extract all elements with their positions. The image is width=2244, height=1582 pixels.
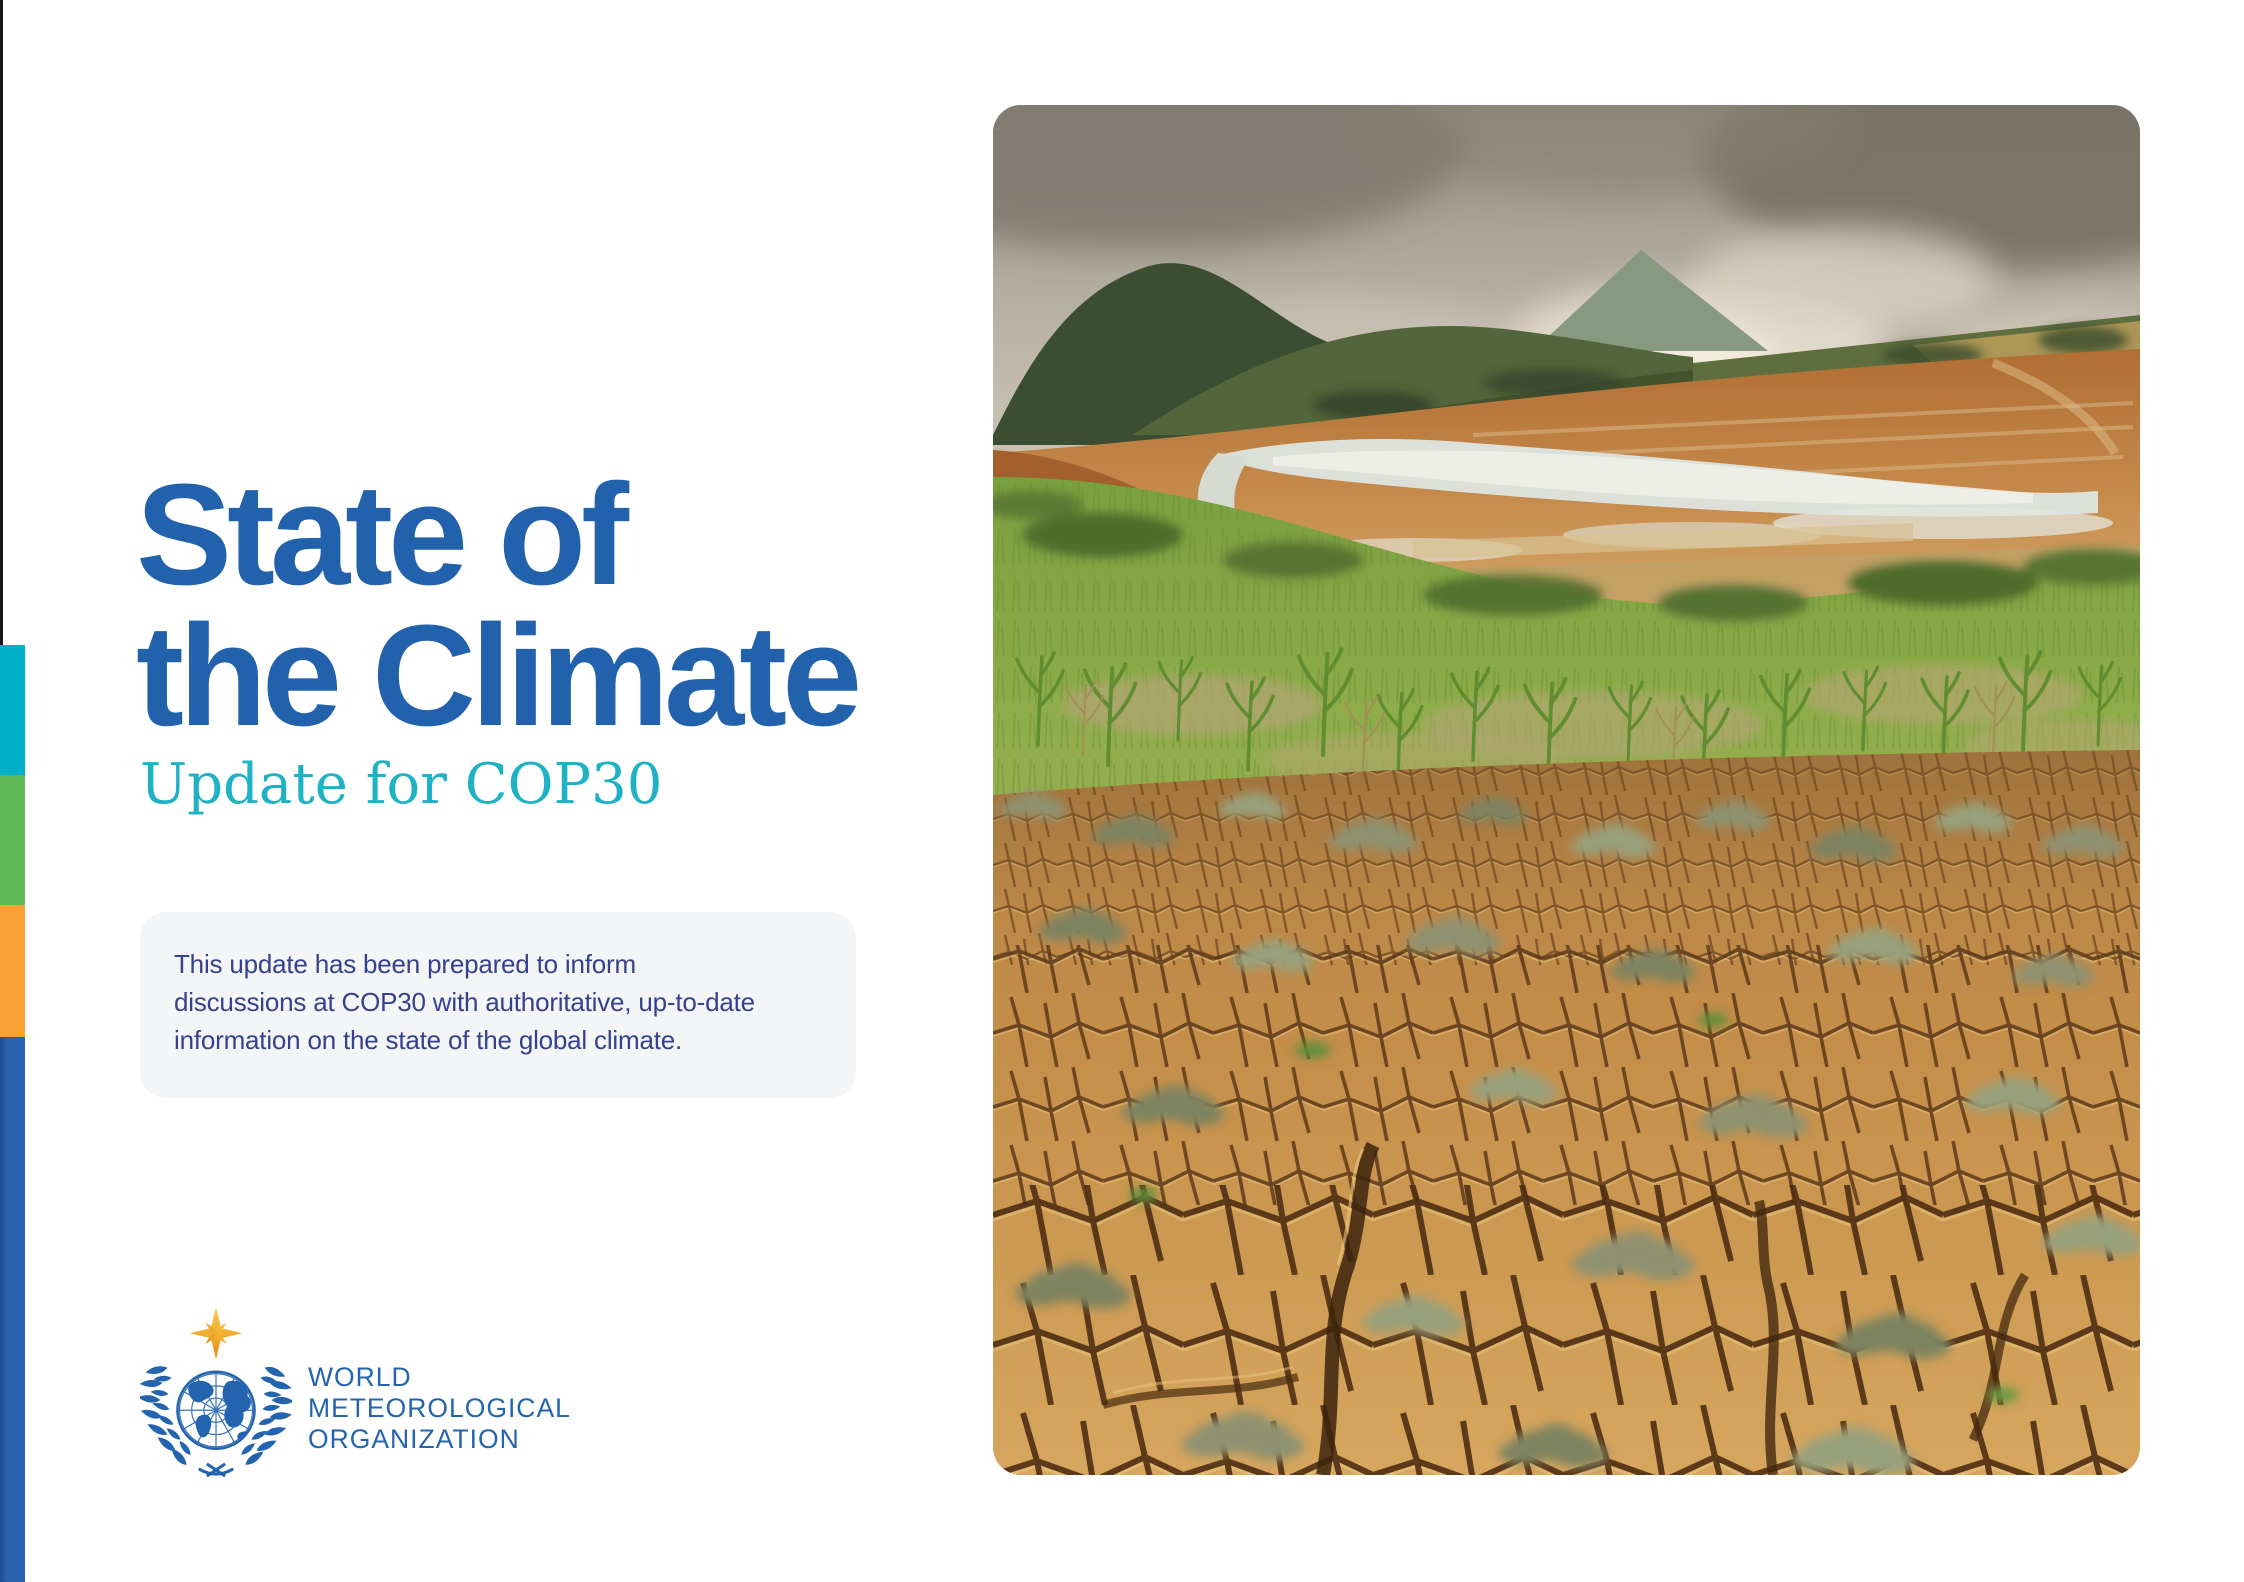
- page-title: [136, 454, 858, 757]
- page-subtitle: Update for COP30: [140, 752, 663, 818]
- accent-blue-segment: [0, 1037, 25, 1582]
- accent-orange-segment: [0, 905, 25, 1037]
- wmo-emblem-icon: [140, 1306, 292, 1482]
- left-edge-hairline: [0, 0, 3, 648]
- wmo-logotype: WORLD METEOROLOGICAL ORGANIZATION: [308, 1362, 571, 1454]
- intro-card: [140, 912, 856, 1098]
- cover-photo: [993, 105, 2140, 1475]
- wmo-logo: [140, 1306, 600, 1482]
- title-line-2: the Climate: [136, 595, 858, 757]
- accent-color-bar: [0, 645, 25, 1582]
- wmo-star-icon: [190, 1307, 243, 1360]
- intro-text: This update has been prepared to inform discussions at COP30 with authoritative, up-to-date information on the state of the global climate.: [174, 949, 755, 1055]
- title-line-1: State of: [136, 454, 625, 616]
- accent-green-segment: [0, 775, 25, 905]
- accent-teal-segment: [0, 645, 25, 775]
- drought-landscape-illustration: [993, 105, 2140, 1475]
